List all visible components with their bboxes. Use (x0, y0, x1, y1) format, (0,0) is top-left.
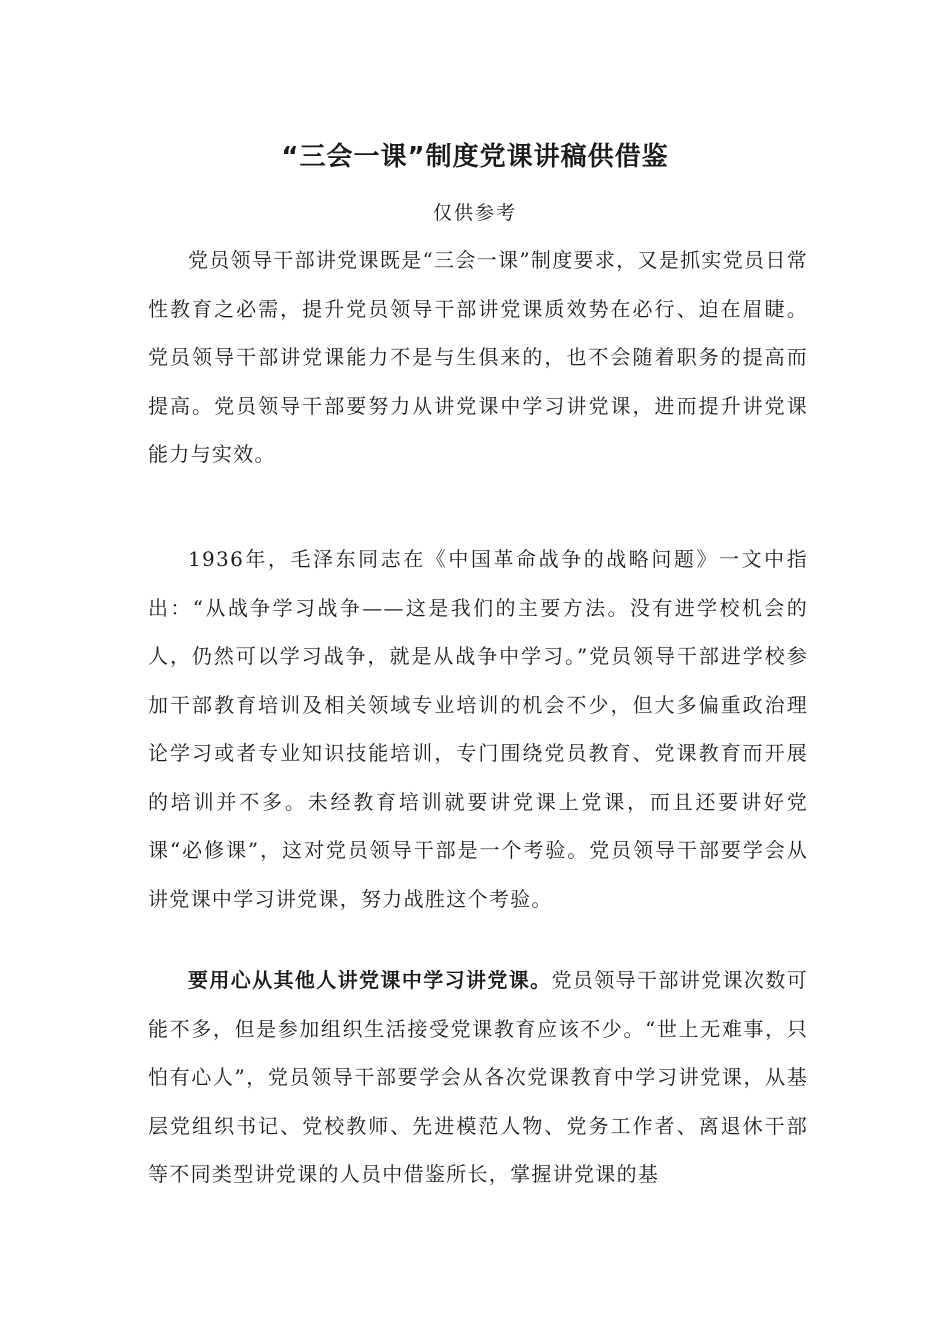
document-subtitle: 仅供参考 (432, 202, 517, 224)
paragraph-intro (148, 236, 808, 479)
paragraph-text: 党员领导干部讲党课既是“三会一课”制度要求，又是抓实党员日常性教育之必需，提升党员领导干部讲党课质效势在必行、迫在眉睫。党员领导干部讲党课能力不是与生俱来的，也不会随着职务的提高而提高。党员领导干部要努力从讲党课中学习讲党课，进而提升讲党课能力与实效。 (148, 248, 808, 466)
document-title: “三会一课”制度党课讲稿供借鉴 (281, 142, 669, 172)
paragraph-text: 1936年，毛泽东同志在《中国革命战争的战略问题》一文中指出：“从战争学习战争——这是我们的主要方法。没有进学校机会的人，仍然可以学习战争，就是从战争中学习。”党员领导干部进学校参加干部教育培训及相关领域专业培训的机会不少，但大多偏重政治理论学习或者专业知识技能培训，专门围绕党员教育、党课教育而开展的培训并不多。未经教育培训就要讲党课上党课，而且还要讲好党课“必修课”，这对党员领导干部是一个考验。党员领导干部要学会从讲党课中学习讲党课，努力战胜这个考验。 (148, 547, 808, 911)
paragraph-text: 党员领导干部讲党课次数可能不多，但是参加组织生活接受党课教育应该不少。“世上无难事，只怕有心人”，党员领导干部要学会从各次党课教育中学习讲党课，从基层党组织书记、党校教师、先进模范人物、党务工作者、离退休干部等不同类型讲党课的人员中借鉴所长，掌握讲党课的基 (148, 968, 808, 1186)
paragraph-learn-from-others (148, 956, 808, 1199)
paragraph-lead-heading: 要用心从其他人讲党课中学习讲党课。 (188, 968, 552, 992)
paragraph-mao-quote (148, 535, 808, 923)
